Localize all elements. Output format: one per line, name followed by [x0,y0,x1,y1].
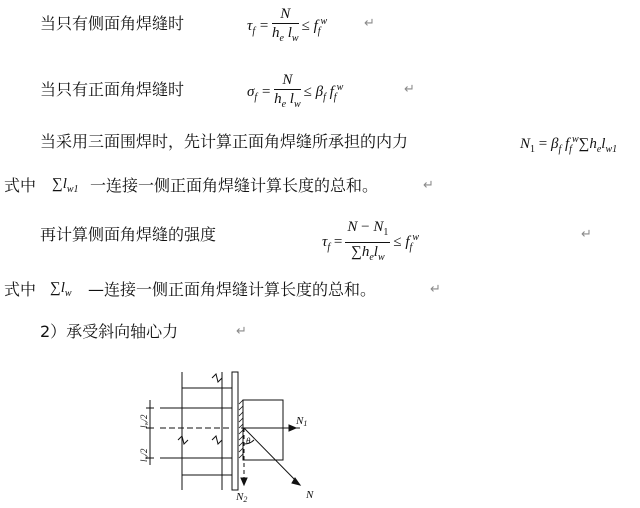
side-weld-strength-text: 再计算侧面角焊缝的强度 [40,225,217,244]
where-prefix: 式中 [4,176,37,195]
formula-side-weld: $\tau_f$ = $\frac{N}{h_e l_w}$ ≤ $f_f^w$ [247,6,328,44]
break-mark [212,436,222,444]
three-side-weld-text: 当采用三面围焊时，先计算正面角焊缝所承担的内力 [40,132,409,151]
sum-lw1-symbol: $\sum l_{w1}$ [52,176,79,195]
dim-label-lower: lw/2 [139,448,150,462]
where-prefix: 式中 [4,280,37,299]
n2-label: N2 [236,491,248,504]
return-mark: ↵ [404,82,415,97]
return-mark: ↵ [423,178,434,193]
formula-n1: $N_1 = \beta_f$ $f_f^w\sum h_el_{w1}$ [520,134,618,155]
formula-front-weld: $\sigma_f$ = $\frac{N}{h_e l_w}$ ≤ $\beta_f$ $f_f^w$ [247,72,344,110]
return-mark: ↵ [236,324,247,339]
theta-label: θ [246,436,251,446]
lw-definition: —连接一侧正面角焊缝计算长度的总和。 [88,280,377,299]
formula-side-strength: $\tau_f$ = $\frac{N - N_1}{\sum h_el_w}$ ≤ $f_f^w$ [322,219,419,263]
oblique-axial-force-heading: 2）承受斜向轴心力 [40,322,179,341]
break-mark [178,436,188,444]
attached-plate [243,400,283,460]
n1-label: N1 [296,415,308,428]
dim-label-upper: lw/2 [139,414,150,428]
side-weld-only-label: 当只有侧面角焊缝时 [40,14,185,33]
return-mark: ↵ [430,282,441,297]
n-label: N [306,489,314,501]
force-n-line [244,428,300,485]
sum-lw-symbol: $\sum l_w$ [50,280,72,299]
return-mark: ↵ [364,16,375,31]
front-weld-only-label: 当只有正面角焊缝时 [40,80,185,99]
return-mark: ↵ [581,227,592,242]
lw1-definition: 一连接一侧正面角焊缝计算长度的总和。 [90,176,379,195]
break-mark [212,374,222,382]
